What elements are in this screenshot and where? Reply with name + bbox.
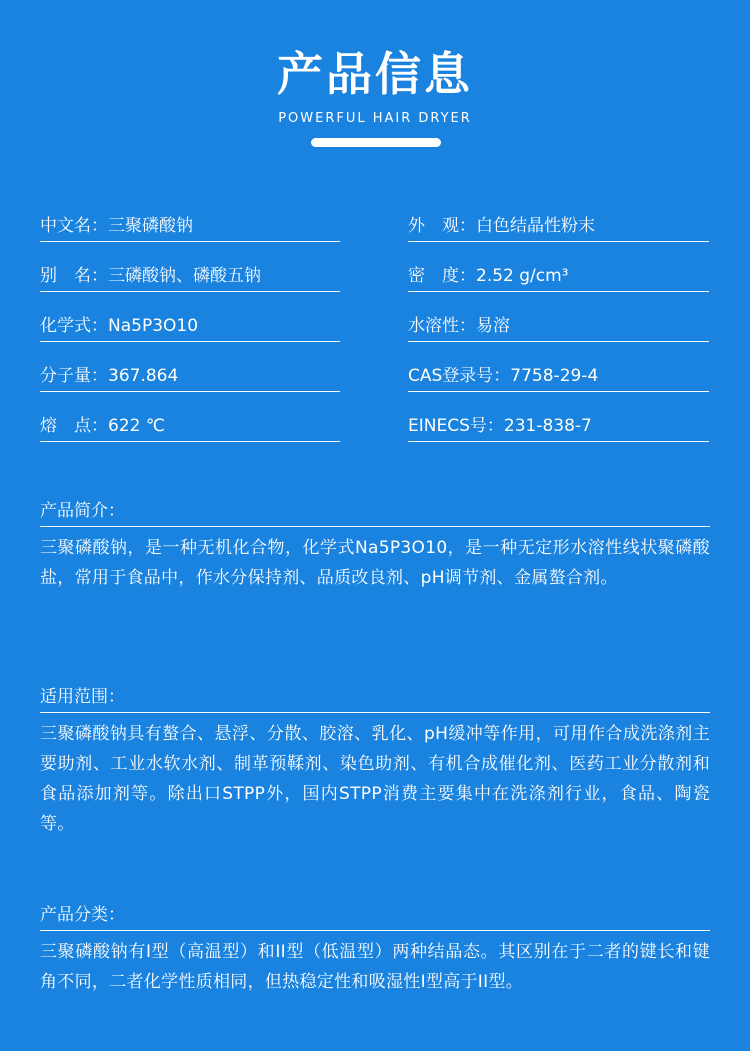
spec-value: 三磷酸钠、磷酸五钠	[108, 266, 261, 286]
spec-value: 白色结晶性粉末	[476, 216, 595, 236]
spec-solubility	[408, 314, 709, 342]
spec-value: 7758-29-4	[510, 366, 599, 386]
spec-label: 熔 点：	[40, 416, 108, 436]
section-applications	[40, 684, 710, 839]
spec-label: 外 观：	[408, 216, 476, 236]
spec-melting-point	[40, 414, 340, 442]
spec-density	[408, 264, 709, 292]
spec-formula	[40, 314, 340, 342]
spec-label: 别 名：	[40, 266, 108, 286]
section-body: 三聚磷酸钠，是一种无机化合物，化学式Na5P3O10，是一种无定形水溶性线状聚磷酸盐，常用于食品中，作水分保持剂、品质改良剂、pH调节剂、金属螯合剂。	[40, 538, 710, 588]
section-introduction	[40, 498, 710, 593]
spec-appearance	[408, 214, 709, 242]
spec-alias	[40, 264, 340, 292]
section-title: 产品分类：	[40, 902, 710, 931]
spec-value: Na5P3O10	[108, 316, 199, 336]
title-underline-bar	[311, 138, 441, 147]
spec-value: 2.52 g/cm³	[476, 266, 569, 286]
section-body: 三聚磷酸钠有I型（高温型）和II型（低温型）两种结晶态。其区别在于二者的键长和键角不同，二者化学性质相同，但热稳定性和吸湿性I型高于II型。	[40, 942, 710, 992]
spec-label: 化学式：	[40, 316, 108, 336]
spec-label: 中文名：	[40, 216, 108, 236]
spec-value: 622 ℃	[108, 416, 165, 436]
section-body: 三聚磷酸钠具有螯合、悬浮、分散、胶溶、乳化、pH缓冲等作用，可用作合成洗涤剂主要助剂、工业水软水剂、制革预鞣剂、染色助剂、有机合成催化剂、医药工业分散剂和食品添加剂等。除出口STPP外，国内STPP消费主要集中在洗涤剂行业，食品、陶瓷等。	[40, 724, 710, 834]
spec-label: 密 度：	[408, 266, 476, 286]
page-title: 产品信息	[277, 47, 473, 101]
spec-label: 分子量：	[40, 366, 108, 386]
section-classification	[40, 902, 710, 997]
spec-einecs-number	[408, 414, 709, 442]
spec-label: EINECS号：	[408, 416, 504, 436]
spec-value: 367.864	[108, 366, 179, 386]
spec-cas-number	[408, 364, 709, 392]
page-subtitle: POWERFUL HAIR DRYER	[278, 111, 472, 126]
spec-value: 易溶	[476, 316, 510, 336]
section-title: 产品简介：	[40, 498, 710, 527]
spec-label: CAS登录号：	[408, 366, 511, 386]
spec-molecular-weight	[40, 364, 340, 392]
spec-value: 231-838-7	[503, 416, 592, 436]
spec-chinese-name	[40, 214, 340, 242]
section-title: 适用范围：	[40, 684, 710, 713]
spec-label: 水溶性：	[408, 316, 476, 336]
spec-value: 三聚磷酸钠	[108, 216, 193, 236]
